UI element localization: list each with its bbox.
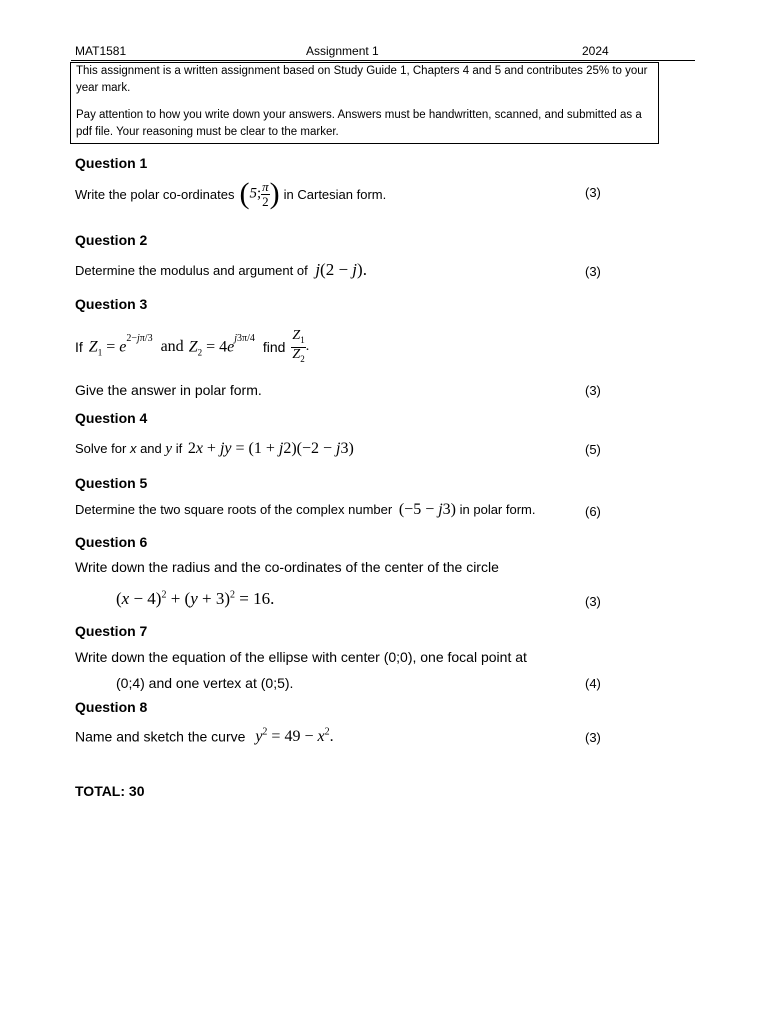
q5-math: (−5 − j3) — [398, 501, 456, 518]
assignment-title: Assignment 1 — [306, 44, 379, 58]
q3-z2: $Z_2 = 4e^{j3\pi/4}$ — [188, 332, 255, 358]
q5-label-after: in polar form. — [459, 502, 536, 517]
question-1-heading: Question 1 — [75, 155, 148, 171]
q1-label: Write the polar co-ordinates — [75, 186, 235, 202]
question-5-marks: (6) — [585, 504, 601, 519]
q3-if: If — [75, 339, 83, 355]
question-2-heading: Question 2 — [75, 232, 148, 248]
question-4-heading: Question 4 — [75, 410, 148, 426]
q3-find: find — [262, 339, 286, 355]
question-3-marks: (3) — [585, 383, 601, 398]
intro-paragraph-2: Pay attention to how you write down your answers. Answers must be handwritten, scanned, and submitted as a pdf file. Your reasoning must be clear to the marker. — [76, 109, 642, 138]
question-4-marks: (5) — [585, 442, 601, 457]
q1-label-after: in Cartesian form. — [283, 186, 387, 202]
q3-and: and — [160, 338, 184, 355]
q4-and: and — [140, 441, 162, 456]
question-7-heading: Question 7 — [75, 623, 148, 639]
question-6-heading: Question 6 — [75, 534, 148, 550]
question-6-marks: (3) — [585, 594, 601, 609]
question-3-heading: Question 3 — [75, 296, 148, 312]
question-8-text — [75, 727, 334, 746]
q2-label: Determine the modulus and argument of — [75, 263, 308, 278]
q4-var-y: y — [165, 441, 173, 457]
q1-math: (5; $\frac{\pi}{2}$ ) — [239, 177, 280, 210]
q6-math: $(x - 4)^2 + (y + 3)^2 = 16$. — [116, 589, 275, 608]
q5-label: Determine the two square roots of the complex number — [75, 502, 393, 517]
question-5-text — [75, 501, 536, 519]
q3-fraction: $\frac{Z_1}{Z_2}$ — [292, 327, 305, 364]
question-1-marks: (3) — [585, 185, 601, 200]
question-2-text — [75, 260, 367, 280]
question-7-text: Write down the equation of the ellipse with center (0;0), one focal point at — [75, 649, 527, 665]
q4-if: if — [175, 441, 183, 456]
question-6-text: Write down the radius and the co-ordinates of the center of the circle — [75, 559, 499, 575]
intro-box — [70, 62, 659, 144]
question-7-text-2: (0;4) and one vertex at (0;5). — [116, 675, 294, 691]
question-3-text: If $Z_1 = e^{2-j\pi/3}$ and $Z_2 = 4e^{j3\pi/4}$ find $\frac{Z_1}{Z_2}$ . — [75, 327, 310, 364]
q3-z1: $Z_1 = e^{2-j\pi/3}$ — [88, 332, 153, 358]
question-4-text — [75, 440, 354, 458]
year: 2024 — [582, 44, 609, 58]
total-marks: TOTAL: 30 — [75, 783, 145, 799]
question-5-heading: Question 5 — [75, 475, 148, 491]
q8-math: $y^2 = 49 - x^2$. — [255, 727, 334, 746]
header-divider — [71, 60, 695, 61]
intro-paragraph-1: This assignment is a written assignment based on Study Guide 1, Chapters 4 and 5 and contributes 25% to your year mark. — [76, 65, 648, 94]
question-7-marks: (4) — [585, 676, 601, 691]
course-code: MAT1581 — [75, 44, 127, 58]
question-8-heading: Question 8 — [75, 699, 148, 715]
question-3-text-2: Give the answer in polar form. — [75, 382, 262, 398]
q2-math: j(2 − j). — [315, 260, 367, 279]
q4-solve: Solve for — [75, 441, 127, 456]
q4-var-x: x — [129, 441, 137, 456]
question-8-marks: (3) — [585, 730, 601, 745]
question-2-marks: (3) — [585, 264, 601, 279]
q8-label: Name and sketch the curve — [75, 728, 246, 745]
q4-math: 2x + jy = (1 + j2)(−2 − j3) — [187, 440, 354, 457]
question-1-text — [75, 172, 386, 216]
